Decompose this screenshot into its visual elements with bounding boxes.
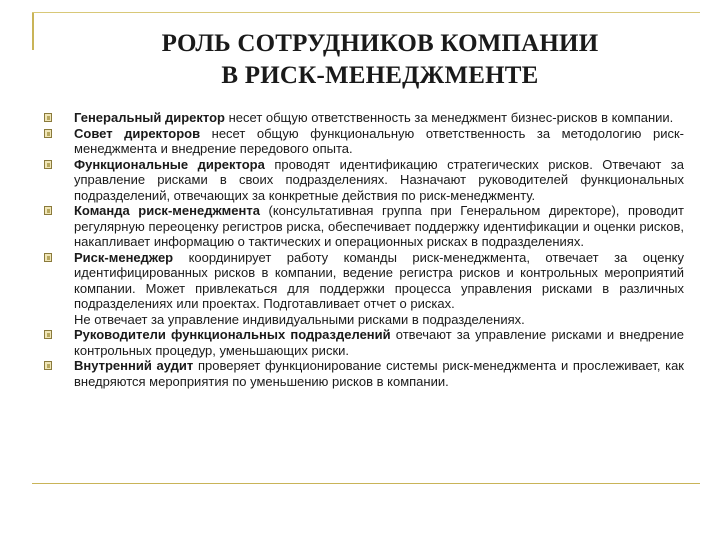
role-note: Не отвечает за управление индивидуальными рисками в подразделениях. (74, 311, 525, 327)
square-bullet-icon (44, 330, 52, 339)
role-description: (консультативная группа при Генеральном директоре), проводит регулярную переоценку регистров риска, обеспечивает поддержку идентификации и оценки рисков, накапливает информацию о тактических и операционных рисках в подразделениях. (74, 203, 684, 249)
square-bullet-icon (44, 361, 52, 370)
square-bullet-icon (44, 129, 52, 138)
role-name: Функциональные директора (74, 156, 265, 172)
role-description: координирует работу команды риск-менеджмента, отвечает за оценку идентифицированных рисков в компании, ведение регистра рисков и контрольных мероприятий компании. Может привлекаться для поддержки процесса управления рисками в различных подразделениях или проектах. Подготавливает отчет о рисках. (74, 249, 684, 311)
role-description: отвечают за управление рисками и внедрение контрольных процедур, уменьшающих риски. (74, 327, 684, 358)
list-item-functional-directors (44, 157, 684, 204)
role-name: Риск-менеджер (74, 249, 174, 265)
square-bullet-icon (44, 160, 52, 169)
role-name: Совет директоров (74, 125, 201, 141)
role-description: несет общую функциональную ответственность за методологию риск-менеджмента и внедрение передового опыта. (74, 125, 684, 156)
role-name: Генеральный директор (74, 110, 225, 125)
role-description: проводят идентификацию стратегических рисков. Отвечают за управление рисками в своих подразделениях. Назначают руководителей функциональных подразделений, отвечающих за конкретные действия по риск-менеджменту. (74, 156, 685, 203)
list-item-board (44, 126, 684, 157)
square-bullet-icon (44, 113, 52, 122)
role-name: Внутренний аудит (74, 358, 194, 373)
roles-list (44, 110, 684, 389)
square-bullet-icon (44, 253, 52, 262)
list-item-unit-heads (44, 327, 684, 358)
list-item-internal-audit (44, 358, 684, 389)
square-bullet-icon (44, 206, 52, 215)
title-line-1: РОЛЬ СОТРУДНИКОВ КОМПАНИИ (161, 30, 599, 57)
frame-bottom-rule (32, 483, 700, 484)
role-description: проверяет функционирование системы риск-менеджмента и прослеживает, как внедряются мероприятия по уменьшению рисков в компании. (74, 358, 684, 389)
role-name: Руководители функциональных подразделений (74, 327, 391, 342)
list-item-ceo (44, 110, 684, 126)
title-line-2: В РИСК-МЕНЕДЖМЕНТЕ (221, 62, 539, 89)
role-description: несет общую ответственность за менеджмент бизнес-рисков в компании. (225, 110, 674, 125)
list-item-risk-team (44, 203, 684, 250)
role-name: Команда риск-менеджмента (74, 203, 260, 218)
list-item-risk-manager (44, 250, 684, 328)
slide-title (90, 28, 670, 92)
frame-top-rule (32, 12, 700, 13)
frame-left-accent (32, 12, 34, 50)
